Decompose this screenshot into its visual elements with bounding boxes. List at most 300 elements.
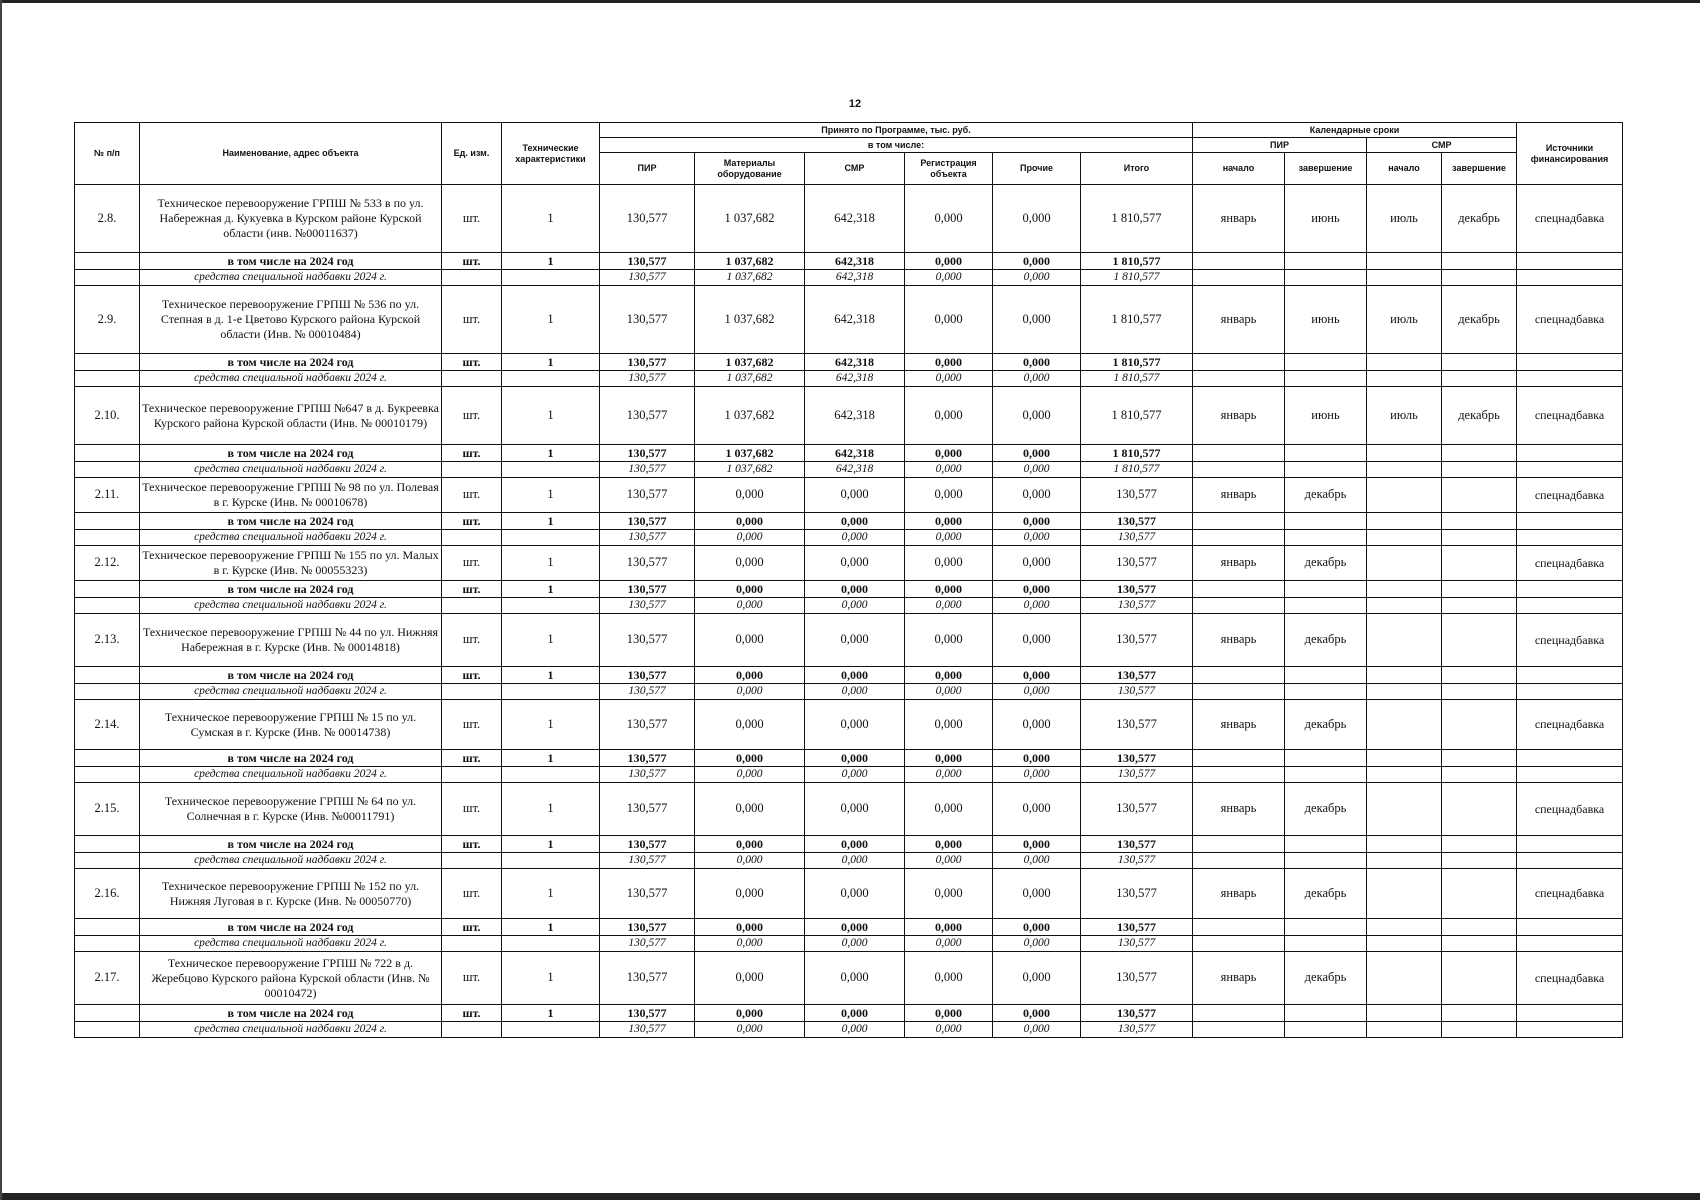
other-cell: 0,000 [993, 836, 1081, 853]
other-cell: 0,000 [993, 530, 1081, 546]
registration-cell: 0,000 [905, 354, 993, 371]
smr-start-cell [1367, 598, 1442, 614]
funding-label: средства специальной надбавки 2024 г. [140, 270, 442, 286]
row-number [75, 919, 140, 936]
row-number [75, 750, 140, 767]
pir-cell: 130,577 [600, 253, 695, 270]
source-cell [1517, 767, 1623, 783]
materials-cell: 1 037,682 [695, 462, 805, 478]
tech-cell: 1 [502, 667, 600, 684]
materials-cell: 0,000 [695, 919, 805, 936]
pir-cell: 130,577 [600, 869, 695, 919]
source-cell [1517, 462, 1623, 478]
unit-cell [442, 462, 502, 478]
unit-cell: шт. [442, 581, 502, 598]
total-cell: 130,577 [1081, 598, 1193, 614]
pir-start-cell [1193, 513, 1285, 530]
smr-end-cell [1442, 614, 1517, 667]
smr-start-cell [1367, 919, 1442, 936]
pir-start-cell [1193, 767, 1285, 783]
smr-start-cell [1367, 667, 1442, 684]
registration-cell: 0,000 [905, 286, 993, 354]
smr-cell: 0,000 [805, 1022, 905, 1038]
tech-cell: 1 [502, 185, 600, 253]
row-number [75, 513, 140, 530]
scan-edge-bottom [0, 1193, 1700, 1200]
tech-cell [502, 1022, 600, 1038]
pir-cell: 130,577 [600, 936, 695, 952]
other-cell: 0,000 [993, 952, 1081, 1005]
pir-end-cell: июнь [1285, 185, 1367, 253]
registration-cell: 0,000 [905, 667, 993, 684]
pir-cell: 130,577 [600, 513, 695, 530]
materials-cell: 0,000 [695, 1005, 805, 1022]
object-name: Техническое перевооружение ГРПШ №647 в д. Букреевка Курского района Курской области (Инв. № 00010179) [140, 387, 442, 445]
registration-cell: 0,000 [905, 952, 993, 1005]
smr-cell: 0,000 [805, 1005, 905, 1022]
pir-start-cell [1193, 354, 1285, 371]
materials-cell: 0,000 [695, 936, 805, 952]
smr-end-cell [1442, 513, 1517, 530]
smr-start-cell [1367, 614, 1442, 667]
smr-cell: 642,318 [805, 185, 905, 253]
scan-edge-top [0, 0, 1700, 3]
funding-row [75, 684, 1623, 700]
smr-end-cell [1442, 253, 1517, 270]
subtotal-row [75, 513, 1623, 530]
smr-start-cell [1367, 253, 1442, 270]
subtotal-label: в том числе на 2024 год [140, 354, 442, 371]
table-row [75, 614, 1623, 667]
smr-cell: 0,000 [805, 936, 905, 952]
pir-start-cell [1193, 1022, 1285, 1038]
unit-cell: шт. [442, 1005, 502, 1022]
other-cell: 0,000 [993, 700, 1081, 750]
total-cell: 130,577 [1081, 1022, 1193, 1038]
smr-start-cell [1367, 767, 1442, 783]
registration-cell: 0,000 [905, 853, 993, 869]
source-cell: спецнадбавка [1517, 614, 1623, 667]
registration-cell: 0,000 [905, 445, 993, 462]
pir-end-cell [1285, 270, 1367, 286]
other-cell: 0,000 [993, 1005, 1081, 1022]
row-number: 2.10. [75, 387, 140, 445]
object-name: Техническое перевооружение ГРПШ № 64 по ул. Солнечная в г. Курске (Инв. №00011791) [140, 783, 442, 836]
materials-cell: 0,000 [695, 1022, 805, 1038]
total-cell: 130,577 [1081, 836, 1193, 853]
registration-cell: 0,000 [905, 684, 993, 700]
pir-end-cell [1285, 598, 1367, 614]
funding-label: средства специальной надбавки 2024 г. [140, 853, 442, 869]
pir-cell: 130,577 [600, 546, 695, 581]
other-cell: 0,000 [993, 684, 1081, 700]
pir-end-cell: декабрь [1285, 614, 1367, 667]
pir-end-cell [1285, 462, 1367, 478]
funding-row [75, 270, 1623, 286]
tech-cell [502, 530, 600, 546]
registration-cell: 0,000 [905, 253, 993, 270]
pir-end-cell: декабрь [1285, 869, 1367, 919]
pir-cell: 130,577 [600, 354, 695, 371]
smr-end-cell [1442, 546, 1517, 581]
pir-end-cell [1285, 371, 1367, 387]
smr-end-cell [1442, 936, 1517, 952]
pir-end-cell: июнь [1285, 286, 1367, 354]
tech-cell: 1 [502, 783, 600, 836]
header-smr: СМР [805, 153, 905, 185]
tech-cell: 1 [502, 445, 600, 462]
pir-cell: 130,577 [600, 462, 695, 478]
other-cell: 0,000 [993, 936, 1081, 952]
object-name: Техническое перевооружение ГРПШ № 533 в по ул. Набережная д. Кукуевка в Курском районе Курской области (инв. №00011637) [140, 185, 442, 253]
pir-end-cell [1285, 530, 1367, 546]
smr-start-cell [1367, 783, 1442, 836]
pir-cell: 130,577 [600, 700, 695, 750]
pir-cell: 130,577 [600, 667, 695, 684]
smr-start-cell [1367, 836, 1442, 853]
registration-cell: 0,000 [905, 1022, 993, 1038]
smr-cell: 0,000 [805, 700, 905, 750]
smr-end-cell [1442, 462, 1517, 478]
smr-start-cell [1367, 371, 1442, 387]
pir-end-cell: декабрь [1285, 478, 1367, 513]
row-number [75, 936, 140, 952]
registration-cell: 0,000 [905, 750, 993, 767]
unit-cell [442, 767, 502, 783]
table-row [75, 783, 1623, 836]
total-cell: 130,577 [1081, 936, 1193, 952]
source-cell [1517, 1005, 1623, 1022]
registration-cell: 0,000 [905, 513, 993, 530]
pir-cell: 130,577 [600, 598, 695, 614]
registration-cell: 0,000 [905, 270, 993, 286]
object-name: Техническое перевооружение ГРПШ № 98 по ул. Полевая в г. Курске (Инв. № 00010678) [140, 478, 442, 513]
source-cell [1517, 750, 1623, 767]
materials-cell: 0,000 [695, 478, 805, 513]
smr-start-cell [1367, 684, 1442, 700]
smr-start-cell: июль [1367, 387, 1442, 445]
other-cell: 0,000 [993, 513, 1081, 530]
unit-cell [442, 530, 502, 546]
materials-cell: 0,000 [695, 836, 805, 853]
smr-start-cell [1367, 1022, 1442, 1038]
pir-cell: 130,577 [600, 445, 695, 462]
pir-cell: 130,577 [600, 684, 695, 700]
subtotal-label: в том числе на 2024 год [140, 1005, 442, 1022]
pir-cell: 130,577 [600, 185, 695, 253]
table-row [75, 869, 1623, 919]
subtotal-row [75, 750, 1623, 767]
unit-cell: шт. [442, 869, 502, 919]
unit-cell [442, 853, 502, 869]
funding-label: средства специальной надбавки 2024 г. [140, 684, 442, 700]
source-cell [1517, 836, 1623, 853]
source-cell [1517, 253, 1623, 270]
smr-cell: 642,318 [805, 445, 905, 462]
smr-cell: 0,000 [805, 684, 905, 700]
tech-cell: 1 [502, 546, 600, 581]
row-number: 2.16. [75, 869, 140, 919]
other-cell: 0,000 [993, 750, 1081, 767]
smr-end-cell [1442, 783, 1517, 836]
object-name: Техническое перевооружение ГРПШ № 152 по ул. Нижняя Луговая в г. Курске (Инв. № 00050770) [140, 869, 442, 919]
total-cell: 130,577 [1081, 767, 1193, 783]
table-row [75, 286, 1623, 354]
materials-cell: 0,000 [695, 598, 805, 614]
registration-cell: 0,000 [905, 869, 993, 919]
smr-cell: 642,318 [805, 270, 905, 286]
source-cell [1517, 667, 1623, 684]
smr-end-cell [1442, 836, 1517, 853]
tech-cell: 1 [502, 253, 600, 270]
subtotal-label: в том числе на 2024 год [140, 513, 442, 530]
pir-start-cell: январь [1193, 614, 1285, 667]
pir-start-cell: январь [1193, 869, 1285, 919]
source-cell [1517, 1022, 1623, 1038]
smr-cell: 0,000 [805, 530, 905, 546]
table-row [75, 546, 1623, 581]
subtotal-label: в том числе на 2024 год [140, 919, 442, 936]
materials-cell: 0,000 [695, 767, 805, 783]
tech-cell [502, 853, 600, 869]
smr-end-cell [1442, 478, 1517, 513]
smr-cell: 642,318 [805, 462, 905, 478]
source-cell [1517, 598, 1623, 614]
total-cell: 130,577 [1081, 530, 1193, 546]
pir-end-cell [1285, 1005, 1367, 1022]
pir-cell: 130,577 [600, 286, 695, 354]
pir-cell: 130,577 [600, 919, 695, 936]
smr-end-cell [1442, 530, 1517, 546]
tech-cell [502, 598, 600, 614]
pir-end-cell: декабрь [1285, 783, 1367, 836]
materials-cell: 0,000 [695, 684, 805, 700]
pir-end-cell: декабрь [1285, 700, 1367, 750]
subtotal-row [75, 581, 1623, 598]
tech-cell: 1 [502, 836, 600, 853]
unit-cell [442, 270, 502, 286]
funding-label: средства специальной надбавки 2024 г. [140, 767, 442, 783]
row-number: 2.13. [75, 614, 140, 667]
smr-end-cell [1442, 700, 1517, 750]
unit-cell: шт. [442, 614, 502, 667]
pir-start-cell [1193, 684, 1285, 700]
smr-cell: 0,000 [805, 952, 905, 1005]
unit-cell: шт. [442, 387, 502, 445]
materials-cell: 0,000 [695, 546, 805, 581]
tech-cell: 1 [502, 581, 600, 598]
row-number: 2.8. [75, 185, 140, 253]
smr-end-cell [1442, 371, 1517, 387]
tech-cell: 1 [502, 919, 600, 936]
row-number [75, 462, 140, 478]
row-number: 2.12. [75, 546, 140, 581]
source-cell: спецнадбавка [1517, 700, 1623, 750]
materials-cell: 1 037,682 [695, 445, 805, 462]
unit-cell [442, 936, 502, 952]
header-num: № п/п [75, 123, 140, 185]
registration-cell: 0,000 [905, 936, 993, 952]
tech-cell: 1 [502, 952, 600, 1005]
pir-start-cell: январь [1193, 546, 1285, 581]
pir-end-cell [1285, 354, 1367, 371]
smr-cell: 0,000 [805, 614, 905, 667]
smr-cell: 0,000 [805, 836, 905, 853]
row-number [75, 853, 140, 869]
other-cell: 0,000 [993, 667, 1081, 684]
pir-cell: 130,577 [600, 387, 695, 445]
registration-cell: 0,000 [905, 1005, 993, 1022]
pir-start-cell [1193, 371, 1285, 387]
tech-cell: 1 [502, 1005, 600, 1022]
header-calendar: Календарные сроки [1193, 123, 1517, 138]
smr-start-cell [1367, 700, 1442, 750]
unit-cell [442, 684, 502, 700]
source-cell: спецнадбавка [1517, 869, 1623, 919]
source-cell: спецнадбавка [1517, 286, 1623, 354]
subtotal-row [75, 445, 1623, 462]
registration-cell: 0,000 [905, 783, 993, 836]
smr-end-cell [1442, 952, 1517, 1005]
smr-end-cell [1442, 581, 1517, 598]
row-number [75, 253, 140, 270]
source-cell [1517, 270, 1623, 286]
table-row [75, 185, 1623, 253]
row-number: 2.15. [75, 783, 140, 836]
row-number: 2.14. [75, 700, 140, 750]
source-cell [1517, 530, 1623, 546]
smr-end-cell [1442, 667, 1517, 684]
row-number [75, 598, 140, 614]
funding-row [75, 598, 1623, 614]
table-body [75, 185, 1623, 1038]
object-name: Техническое перевооружение ГРПШ № 15 по ул. Сумская в г. Курске (Инв. № 00014738) [140, 700, 442, 750]
total-cell: 130,577 [1081, 700, 1193, 750]
page-number: 12 [848, 98, 862, 110]
unit-cell: шт. [442, 546, 502, 581]
registration-cell: 0,000 [905, 614, 993, 667]
pir-start-cell: январь [1193, 185, 1285, 253]
materials-cell: 0,000 [695, 853, 805, 869]
registration-cell: 0,000 [905, 919, 993, 936]
program-table [74, 122, 1623, 1038]
tech-cell: 1 [502, 614, 600, 667]
smr-cell: 0,000 [805, 667, 905, 684]
pir-end-cell: декабрь [1285, 952, 1367, 1005]
smr-cell: 0,000 [805, 513, 905, 530]
other-cell: 0,000 [993, 270, 1081, 286]
funding-row [75, 530, 1623, 546]
other-cell: 0,000 [993, 919, 1081, 936]
row-number [75, 530, 140, 546]
tech-cell: 1 [502, 513, 600, 530]
materials-cell: 1 037,682 [695, 286, 805, 354]
object-name: Техническое перевооружение ГРПШ № 722 в д. Жеребцово Курского района Курской области (Инв. № 00010472) [140, 952, 442, 1005]
total-cell: 130,577 [1081, 513, 1193, 530]
row-number [75, 767, 140, 783]
total-cell: 1 810,577 [1081, 253, 1193, 270]
source-cell: спецнадбавка [1517, 387, 1623, 445]
smr-cell: 642,318 [805, 354, 905, 371]
header-other: Прочие [993, 153, 1081, 185]
unit-cell: шт. [442, 952, 502, 1005]
smr-start-cell [1367, 869, 1442, 919]
smr-cell: 0,000 [805, 750, 905, 767]
total-cell: 130,577 [1081, 869, 1193, 919]
tech-cell: 1 [502, 286, 600, 354]
smr-cell: 0,000 [805, 853, 905, 869]
header-accepted: Принято по Программе, тыс. руб. [600, 123, 1193, 138]
subtotal-label: в том числе на 2024 год [140, 836, 442, 853]
object-name: Техническое перевооружение ГРПШ № 155 по ул. Малых в г. Курске (Инв. № 00055323) [140, 546, 442, 581]
subtotal-row [75, 354, 1623, 371]
smr-start-cell [1367, 513, 1442, 530]
subtotal-label: в том числе на 2024 год [140, 253, 442, 270]
materials-cell: 1 037,682 [695, 387, 805, 445]
pir-start-cell [1193, 836, 1285, 853]
table-header [75, 123, 1623, 185]
pir-end-cell [1285, 253, 1367, 270]
subtotal-label: в том числе на 2024 год [140, 445, 442, 462]
pir-cell: 130,577 [600, 783, 695, 836]
smr-start-cell [1367, 478, 1442, 513]
tech-cell [502, 371, 600, 387]
smr-start-cell: июль [1367, 185, 1442, 253]
materials-cell: 0,000 [695, 530, 805, 546]
source-cell: спецнадбавка [1517, 783, 1623, 836]
header-tech: Технические характеристики [502, 123, 600, 185]
pir-end-cell [1285, 836, 1367, 853]
row-number [75, 684, 140, 700]
other-cell: 0,000 [993, 546, 1081, 581]
pir-end-cell: июнь [1285, 387, 1367, 445]
pir-end-cell [1285, 667, 1367, 684]
header-smr-start: начало [1367, 153, 1442, 185]
other-cell: 0,000 [993, 253, 1081, 270]
row-number [75, 836, 140, 853]
total-cell: 1 810,577 [1081, 371, 1193, 387]
unit-cell: шт. [442, 667, 502, 684]
smr-end-cell [1442, 869, 1517, 919]
tech-cell: 1 [502, 700, 600, 750]
row-number [75, 270, 140, 286]
row-number [75, 667, 140, 684]
materials-cell: 1 037,682 [695, 185, 805, 253]
smr-start-cell [1367, 445, 1442, 462]
smr-start-cell [1367, 952, 1442, 1005]
unit-cell: шт. [442, 286, 502, 354]
total-cell: 1 810,577 [1081, 387, 1193, 445]
source-cell: спецнадбавка [1517, 478, 1623, 513]
total-cell: 1 810,577 [1081, 445, 1193, 462]
total-cell: 130,577 [1081, 684, 1193, 700]
pir-cell: 130,577 [600, 371, 695, 387]
smr-cell: 0,000 [805, 869, 905, 919]
pir-cell: 130,577 [600, 767, 695, 783]
total-cell: 130,577 [1081, 853, 1193, 869]
header-materials: Материалы оборудование [695, 153, 805, 185]
registration-cell: 0,000 [905, 700, 993, 750]
registration-cell: 0,000 [905, 530, 993, 546]
header-name: Наименование, адрес объекта [140, 123, 442, 185]
total-cell: 130,577 [1081, 546, 1193, 581]
materials-cell: 0,000 [695, 513, 805, 530]
tech-cell [502, 684, 600, 700]
smr-start-cell [1367, 270, 1442, 286]
pir-start-cell: январь [1193, 387, 1285, 445]
pir-cell: 130,577 [600, 853, 695, 869]
total-cell: 130,577 [1081, 1005, 1193, 1022]
